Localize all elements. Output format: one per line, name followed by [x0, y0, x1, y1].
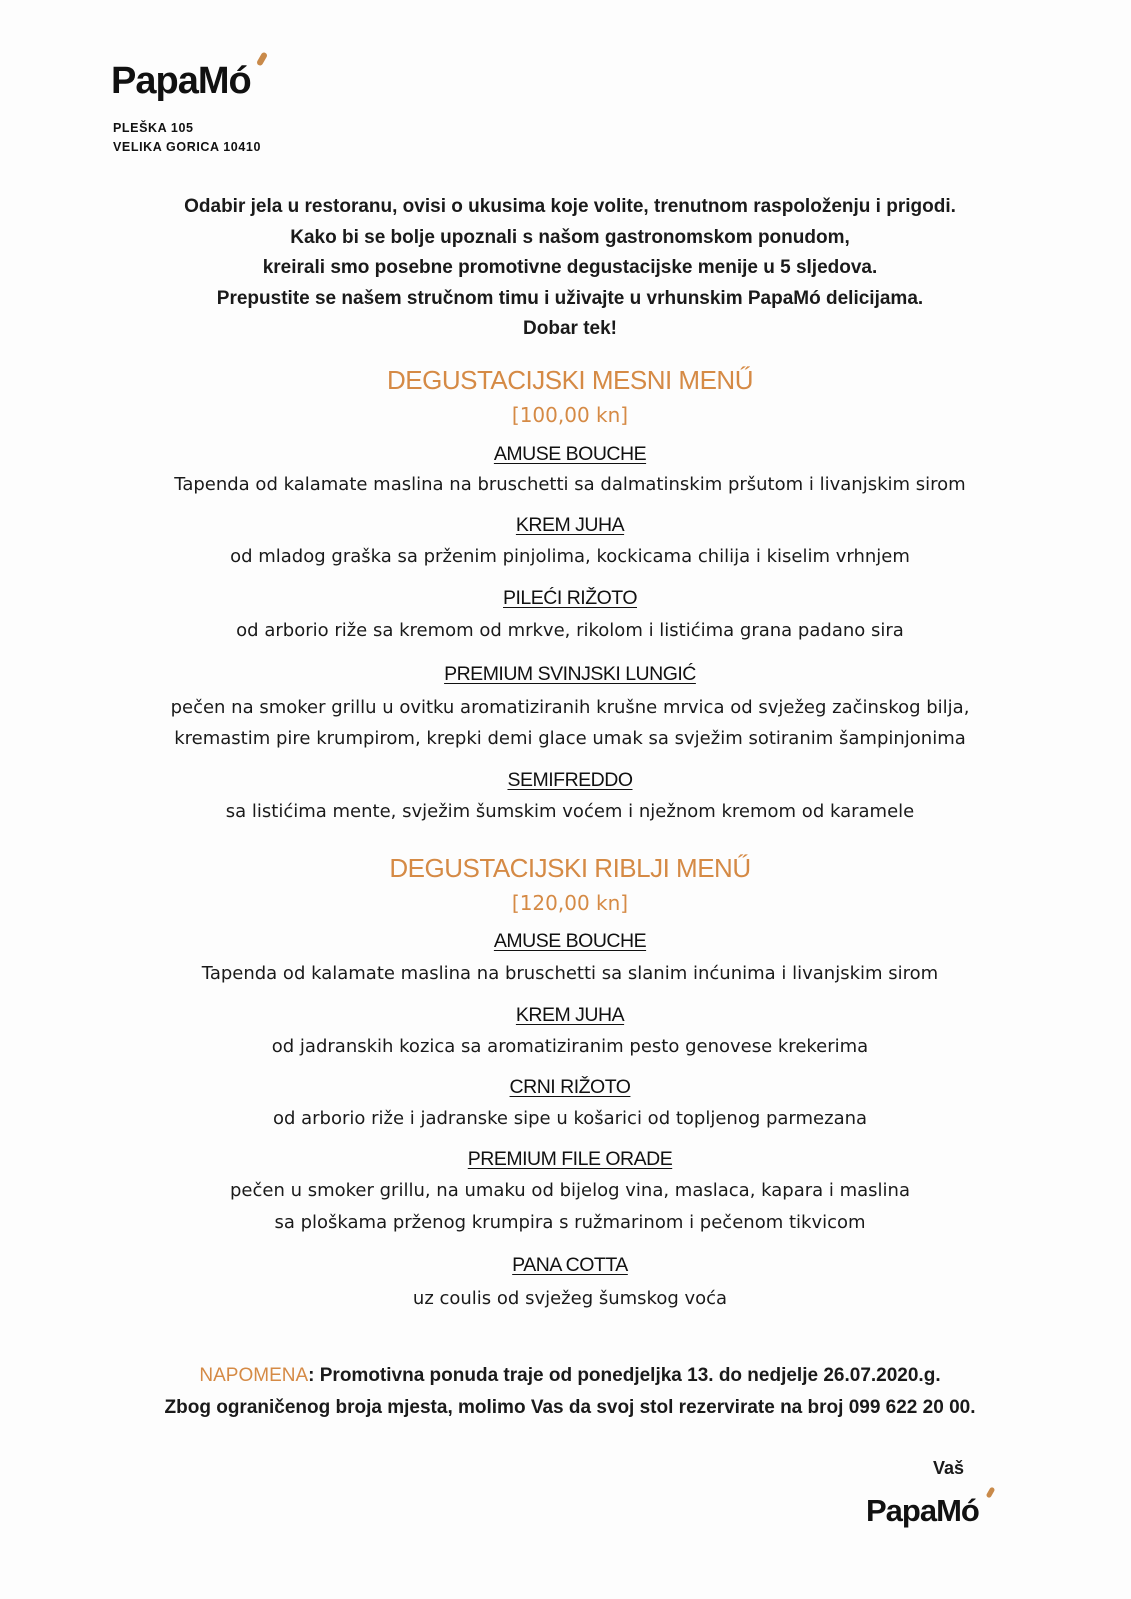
intro-line: Prepustite se našem stručnom timu i uživajte u vrhunskim PapaMó delicijama.	[216, 287, 924, 309]
intro-line: Kako bi se bolje upoznali s našom gastronomskom ponudom,	[290, 226, 850, 248]
intro-line: Dobar tek!	[523, 318, 617, 339]
fish-menu-title: DEGUSTACIJSKI RIBLJI MENŰ	[389, 853, 751, 883]
meat-course-desc: od arborio riže sa kremom od mrkve, rikolom i listićima grana padano sira	[236, 620, 904, 641]
meat-course-desc: Tapenda od kalamate maslina na bruschetti sa dalmatinskim pršutom i livanjskim sirom	[174, 474, 966, 495]
fish-course-desc: od jadranskih kozica sa aromatiziranim pesto genovese krekerima	[271, 1036, 869, 1057]
meat-course-title: AMUSE BOUCHE	[493, 443, 647, 465]
meat-course-title: PREMIUM SVINJSKI LUNGIĆ	[444, 663, 696, 685]
fish-course-title: PANA COTTA	[512, 1254, 628, 1276]
meat-menu-price: [100,00 kn]	[511, 403, 629, 427]
meat-course-title: SEMIFREDDO	[507, 769, 633, 791]
brand-logo	[111, 60, 251, 103]
promo-note-line	[100, 1360, 1040, 1392]
logo-accent-icon	[986, 1486, 996, 1498]
intro-line: Odabir jela u restoranu, ovisi o ukusima koje volite, trenutnom raspoloženju i prigodi.	[184, 196, 956, 217]
intro-line: kreirali smo posebne promotivne degustacijske menije u 5 sljedova.	[262, 257, 878, 278]
fish-course-desc: pečen u smoker grillu, na umaku od bijelog vina, maslaca, kapara i maslina	[229, 1180, 910, 1201]
fish-course-title: KREM JUHA	[515, 1004, 625, 1026]
meat-course-desc: sa listićima mente, svježim šumskim voćem i nježnom kremom od karamele	[225, 801, 915, 822]
fish-course-desc: Tapenda od kalamate maslina na bruschetti sa slanim inćunima i livanjskim sirom	[201, 963, 939, 984]
fish-course-desc: od arborio riže i jadranske sipe u košarici od topljenog parmezana	[272, 1108, 868, 1129]
meat-course-desc: od mladog graška sa prženim pinjolima, kockicama chilija i kiselim vrhnjem	[230, 546, 910, 567]
signature-logo	[866, 1493, 979, 1529]
fish-menu-price: [120,00 kn]	[511, 891, 629, 915]
address-street: PLEŠKA 105	[113, 121, 194, 135]
signature-vas: Vaš	[932, 1458, 964, 1478]
promo-note	[100, 1360, 1040, 1424]
fish-course-title: CRNI RIŽOTO	[509, 1076, 631, 1098]
meat-course-title: PILEĆI RIŽOTO	[503, 587, 637, 609]
fish-course-title: AMUSE BOUCHE	[493, 930, 647, 952]
brand-logo-text: PapaMó	[111, 60, 251, 102]
meat-course-desc: kremastim pire krumpirom, krepki demi glace umak sa svježim sotiranim šampinjonima	[174, 728, 966, 749]
reservation-line: Zbog ograničenog broja mjesta, molimo Vas da svoj stol rezervirate na broj 099 622 20 00.	[164, 1397, 976, 1418]
meat-course-title: KREM JUHA	[515, 514, 625, 536]
meat-menu-title: DEGUSTACIJSKI MESNI MENŰ	[386, 365, 753, 395]
intro-text	[100, 192, 1040, 345]
meat-course-desc: pečen na smoker grillu u ovitku aromatiziranih krušne mrvica od svježeg začinskog bilja,	[170, 697, 970, 718]
signature-logo-text: PapaMó	[866, 1493, 979, 1528]
address-city: VELIKA GORICA 10410	[113, 140, 262, 154]
fish-course-desc: uz coulis od svježeg šumskog voća	[412, 1288, 728, 1309]
note-label: NAPOMENA	[199, 1365, 309, 1386]
fish-course-desc: sa ploškama prženog krumpira s ružmarinom i pečenom tikvicom	[274, 1212, 866, 1233]
note-text: : Promotivna ponuda traje od ponedjeljka 13. do nedjelje 26.07.2020.g.	[308, 1365, 941, 1386]
fish-course-title: PREMIUM FILE ORADE	[467, 1148, 673, 1170]
logo-accent-icon	[256, 51, 268, 66]
